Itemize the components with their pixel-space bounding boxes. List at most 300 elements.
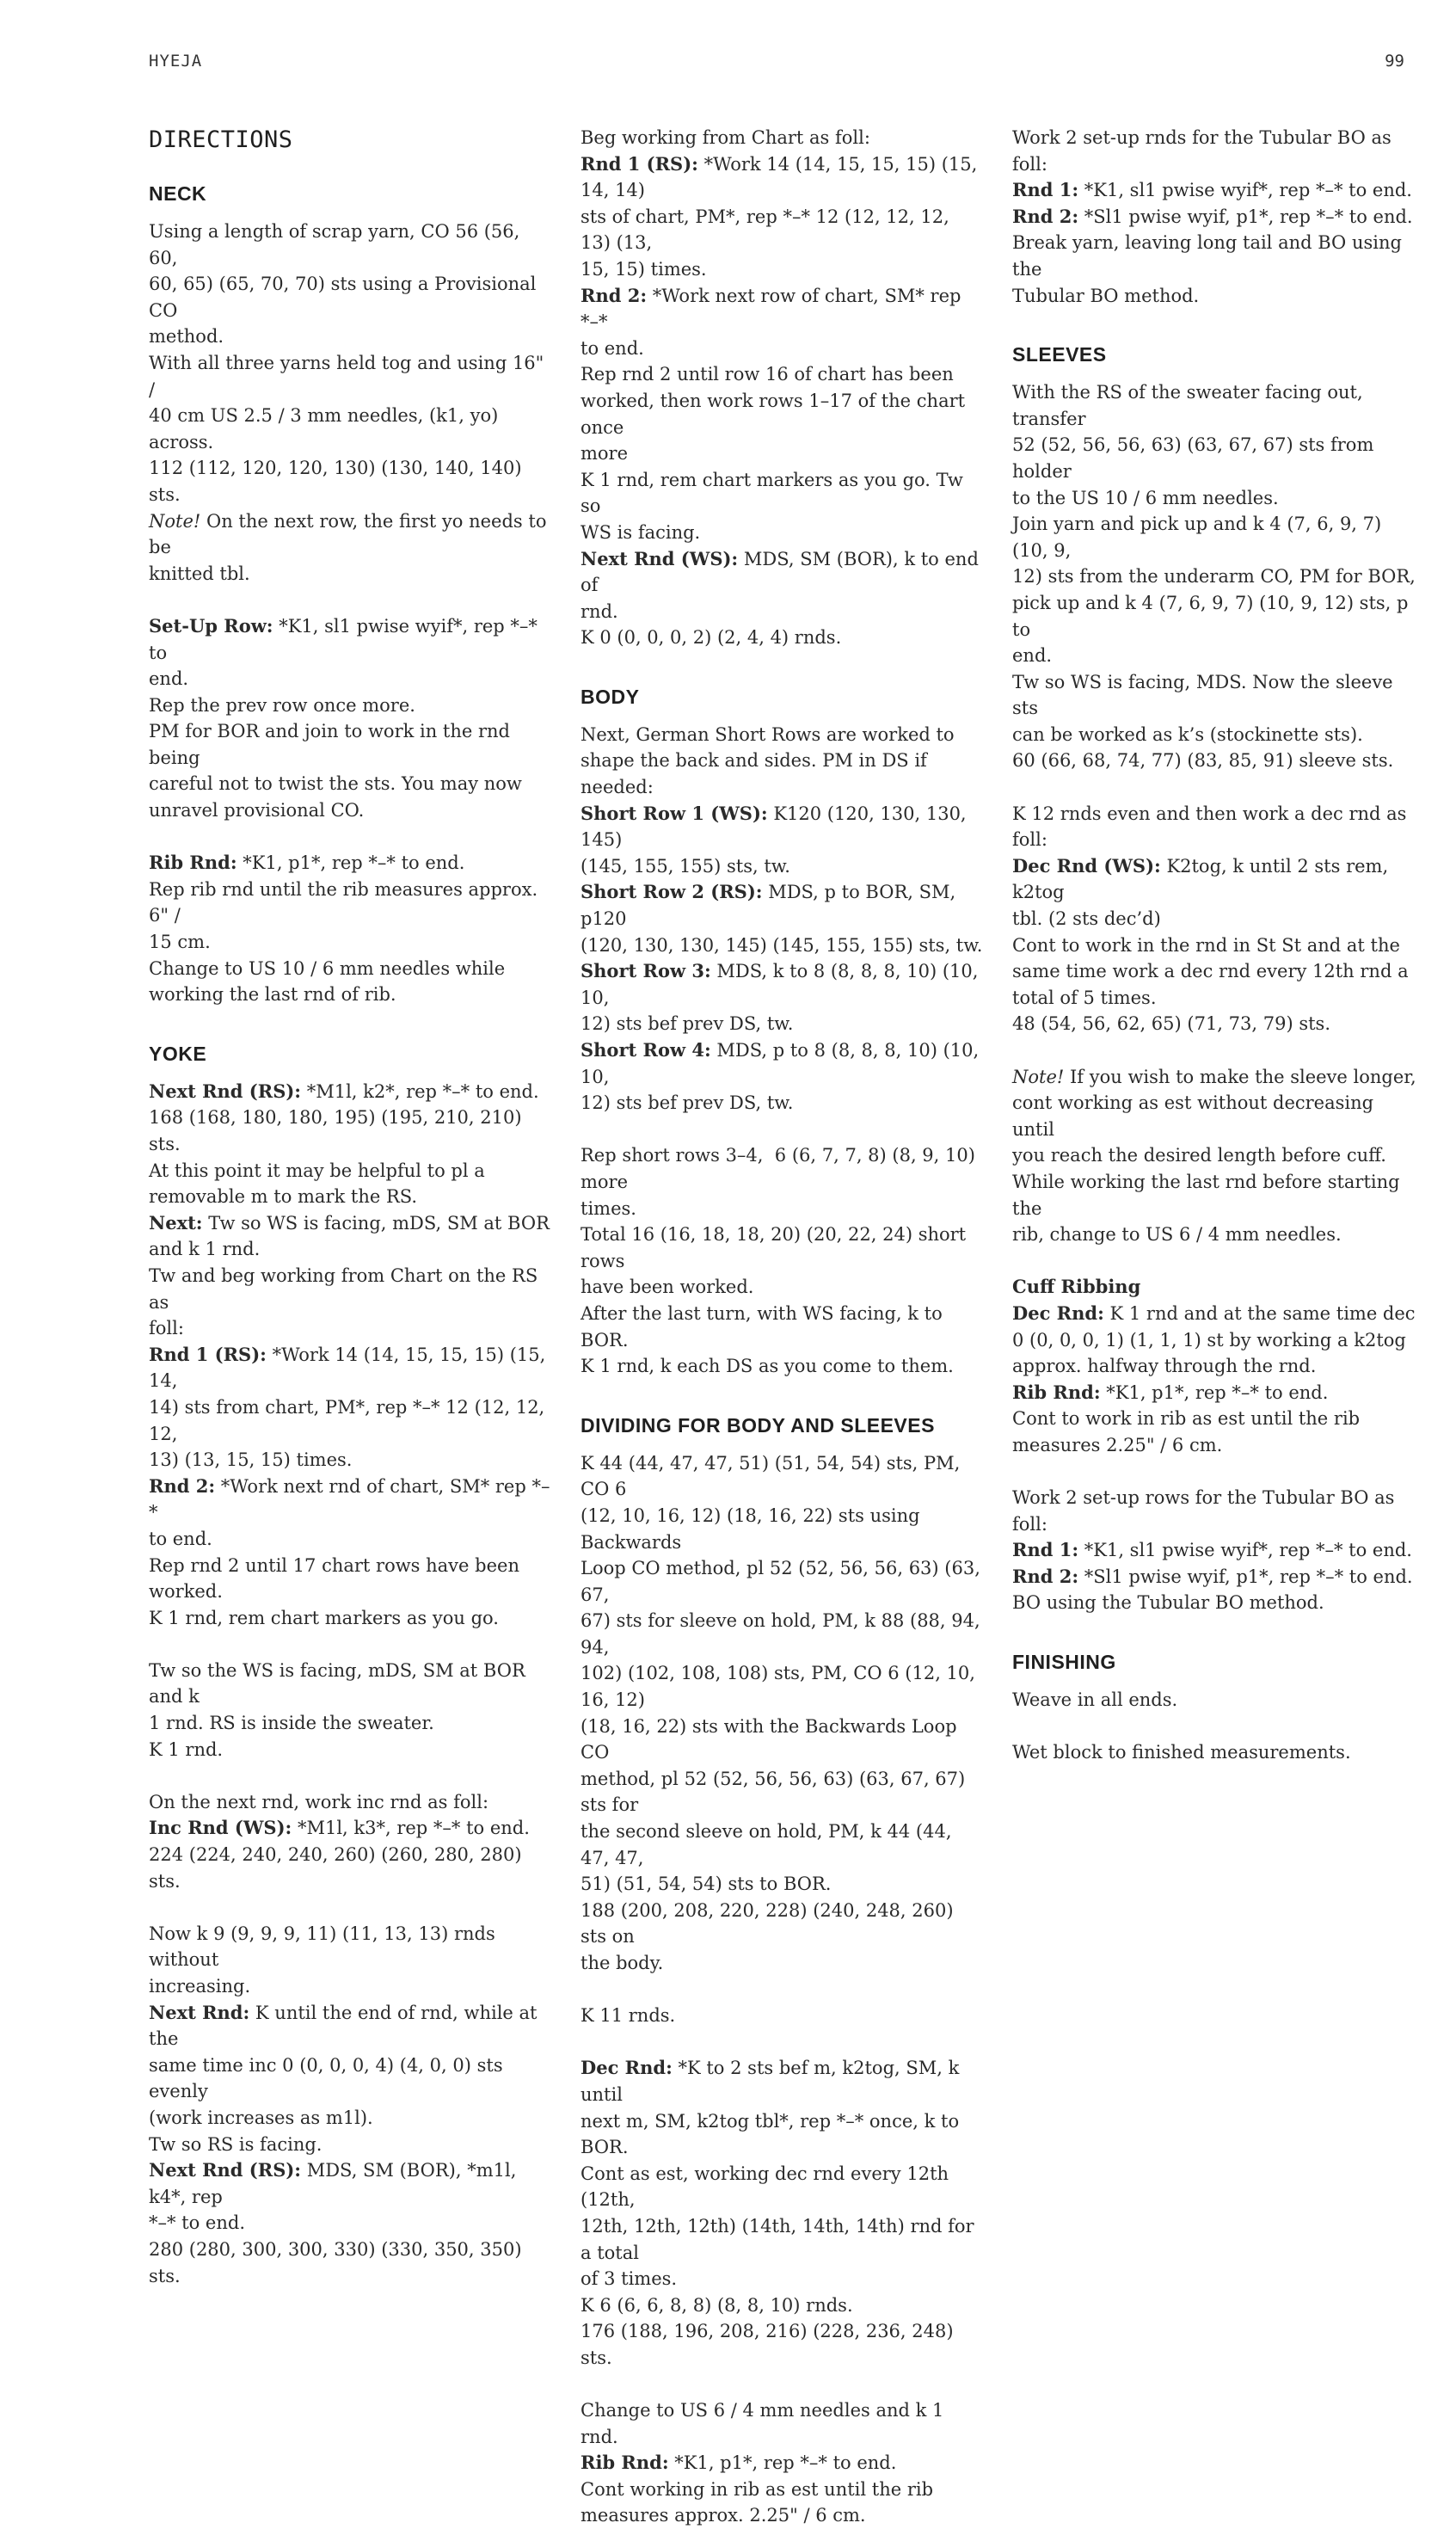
line-text: K until the end of rnd, while at the xyxy=(149,2002,544,2050)
text-line xyxy=(149,1236,553,1263)
line-text: cont working as est without decreasing until xyxy=(1012,1092,1379,1140)
line-text: to the US 10 / 6 mm needles. xyxy=(1012,487,1279,508)
text-line xyxy=(149,1973,553,2000)
running-header: HYEJA xyxy=(149,52,203,71)
line-text: Work 2 set-up rows for the Tubular BO as foll: xyxy=(1012,1487,1401,1535)
text-line xyxy=(149,2052,553,2105)
text-line xyxy=(149,1210,553,1237)
line-label: Rnd 2: xyxy=(149,1474,216,1497)
line-text: Work 2 set-up rnds for the Tubular BO as foll: xyxy=(1012,127,1398,175)
text-line xyxy=(581,151,985,204)
line-text: Change to US 10 / 6 mm needles while xyxy=(149,957,506,979)
paragraph-gap xyxy=(581,2372,985,2398)
text-line xyxy=(149,1842,553,1894)
line-text: method. xyxy=(149,326,224,348)
line-text: 224 (224, 240, 240, 260) (260, 280, 280) sts. xyxy=(149,1844,528,1892)
text-line xyxy=(1012,1142,1416,1169)
line-text: 12) sts bef prev DS, tw. xyxy=(581,1013,794,1035)
line-text: 40 cm US 2.5 / 3 mm needles, (k1, yo) across. xyxy=(149,405,504,452)
text-line xyxy=(581,2477,985,2503)
line-text: K120 (120, 130, 130, 145) xyxy=(581,803,973,851)
line-text: 112 (112, 120, 120, 130) (130, 140, 140) sts. xyxy=(149,458,528,505)
line-label: Short Row 3: xyxy=(581,960,711,982)
text-line xyxy=(1012,1221,1416,1248)
text-line xyxy=(149,1789,553,1816)
line-text: MDS, SM (BOR), *m1l, k4*, rep xyxy=(149,2160,523,2207)
text-line xyxy=(581,546,985,599)
text-line xyxy=(581,2397,985,2450)
line-text: careful not to twist the sts. You may now xyxy=(149,773,522,795)
line-label: Rnd 1 (RS): xyxy=(149,1343,267,1365)
line-label: Next: xyxy=(149,1211,203,1234)
text-line xyxy=(149,271,553,323)
text-line xyxy=(149,403,553,455)
line-text: (12, 10, 16, 12) (18, 16, 22) sts using Backwards xyxy=(581,1504,926,1553)
text-line xyxy=(581,283,985,335)
line-label: Short Row 4: xyxy=(581,1039,711,1061)
text-line xyxy=(149,692,553,719)
line-text: and k 1 rnd. xyxy=(149,1239,261,1260)
text-line xyxy=(149,877,553,929)
line-text: Rep rnd 2 until 17 chart rows have been xyxy=(149,1554,519,1576)
line-text: pick up and k 4 (7, 6, 9, 7) (10, 9, 12) sts, p to xyxy=(1012,592,1415,640)
text-line xyxy=(1012,1432,1416,1459)
text-line xyxy=(581,1353,985,1380)
text-line xyxy=(1012,590,1416,643)
line-text: Rep the prev row once more. xyxy=(149,694,415,716)
line-text: *M1l, k3*, rep *–* to end. xyxy=(292,1818,530,1839)
line-text: *Work next row of chart, SM* rep *–* xyxy=(581,285,968,333)
text-line xyxy=(149,2000,553,2052)
line-text: total of 5 times. xyxy=(1012,987,1157,1008)
text-line xyxy=(149,1315,553,1342)
text-line xyxy=(149,2210,553,2237)
text-line xyxy=(581,932,985,959)
line-text: Cont to work in rib as est until the rib xyxy=(1012,1408,1361,1430)
text-line xyxy=(1012,801,1416,853)
line-text: *Work 14 (14, 15, 15, 15) (15, 14, 14) xyxy=(581,153,983,201)
paragraph-gap xyxy=(1012,774,1416,801)
column-3 xyxy=(1012,125,1416,1766)
paragraph-gap xyxy=(581,1117,985,1143)
line-text: next m, SM, k2tog tbl*, rep *–* once, k to BOR. xyxy=(581,2110,965,2158)
text-line xyxy=(149,771,553,797)
line-text: 51) (51, 54, 54) sts to BOR. xyxy=(581,1874,832,1895)
text-line xyxy=(149,218,553,271)
line-text: Beg working from Chart as foll: xyxy=(581,127,870,148)
line-text: At this point it may be helpful to pl a xyxy=(149,1160,485,1181)
text-line xyxy=(149,323,553,350)
line-text: Weave in all ends. xyxy=(1012,1689,1178,1711)
line-text: 52 (52, 56, 56, 63) (63, 67, 67) sts from holder xyxy=(1012,434,1380,482)
text-line xyxy=(581,440,985,467)
line-text: measures approx. 2.25" / 6 cm. xyxy=(581,2505,866,2526)
text-line xyxy=(581,879,985,932)
paragraph-gap xyxy=(149,1763,553,1789)
text-line xyxy=(1012,1327,1416,1354)
line-text: *K1, sl1 pwise wyif*, rep *–* to end. xyxy=(1078,180,1412,201)
section-heading: BODY xyxy=(581,685,640,708)
text-line xyxy=(149,2105,553,2132)
text-line xyxy=(1012,485,1416,512)
line-text: *Sl1 pwise wyif, p1*, rep *–* to end. xyxy=(1078,1566,1413,1587)
text-line xyxy=(581,2003,985,2029)
text-line xyxy=(149,2237,553,2289)
section-heading: FINISHING xyxy=(1012,1651,1116,1674)
section-heading: NECK xyxy=(149,182,207,205)
line-text: same time work a dec rnd every 12th rnd a xyxy=(1012,961,1409,982)
text-line xyxy=(581,2266,985,2292)
section-heading: SLEEVES xyxy=(1012,343,1107,366)
line-text: same time inc 0 (0, 0, 0, 4) (4, 0, 0) sts evenly xyxy=(149,2054,509,2102)
text-line xyxy=(581,958,985,1011)
text-line xyxy=(581,361,985,388)
line-text: Tw so WS is facing, MDS. Now the sleeve sts xyxy=(1012,671,1399,719)
text-line xyxy=(581,1714,985,1766)
text-line xyxy=(581,2450,985,2477)
text-line xyxy=(149,455,553,508)
line-label: Rnd 2: xyxy=(1012,205,1079,227)
line-text: 60 (66, 68, 74, 77) (83, 85, 91) sleeve sts. xyxy=(1012,750,1394,772)
text-line xyxy=(149,561,553,588)
text-line xyxy=(581,1221,985,1274)
line-text: Break yarn, leaving long tail and BO using the xyxy=(1012,232,1408,280)
section-heading: DIVIDING FOR BODY AND SLEEVES xyxy=(581,1413,935,1437)
line-text: K 44 (44, 47, 47, 51) (51, 54, 54) sts, PM, CO 6 xyxy=(581,1452,967,1500)
line-text: rib, change to US 6 / 4 mm needles. xyxy=(1012,1224,1342,1246)
line-text: While working the last rnd before starting the xyxy=(1012,1171,1406,1219)
line-text: Tw so the WS is facing, mDS, SM at BOR and k xyxy=(149,1659,531,1708)
line-text: Wet block to finished measurements. xyxy=(1012,1742,1351,1763)
line-text: Join yarn and pick up and k 4 (7, 6, 9, 7) (10, 9, xyxy=(1012,514,1387,561)
text-line xyxy=(581,801,985,853)
text-line xyxy=(581,1011,985,1037)
line-text: the body. xyxy=(581,1953,664,1973)
column-2 xyxy=(581,125,985,2529)
line-text: more xyxy=(581,443,629,465)
line-text: If you wish to make the sleeve longer, xyxy=(1064,1066,1416,1087)
line-text: On the next rnd, work inc rnd as foll: xyxy=(149,1791,489,1812)
text-line xyxy=(581,1274,985,1301)
text-line xyxy=(1012,1687,1416,1714)
paragraph-gap xyxy=(1012,1459,1416,1486)
text-line xyxy=(149,1342,553,1394)
line-label: Rnd 1 (RS): xyxy=(581,152,698,175)
text-line xyxy=(1012,432,1416,484)
text-line xyxy=(581,335,985,362)
text-line xyxy=(581,1503,985,1555)
text-line xyxy=(581,748,985,800)
text-line xyxy=(581,1898,985,1950)
line-text: end. xyxy=(149,668,189,690)
text-line xyxy=(1012,958,1416,985)
line-label: Rnd 1: xyxy=(1012,1539,1079,1561)
text-line xyxy=(149,1578,553,1605)
line-label: Dec Rnd (WS): xyxy=(1012,854,1161,877)
line-text: Loop CO method, pl 52 (52, 56, 56, 63) (63, 67, xyxy=(581,1558,986,1605)
line-text: MDS, SM (BOR), k to end of xyxy=(581,548,985,596)
text-line xyxy=(149,1710,553,1737)
line-text: measures 2.25" / 6 cm. xyxy=(1012,1434,1223,1455)
page-title: DIRECTIONS xyxy=(149,126,293,153)
text-line xyxy=(1012,932,1416,959)
text-line xyxy=(149,1079,553,1105)
text-line xyxy=(1012,669,1416,722)
text-line xyxy=(149,718,553,771)
text-line xyxy=(1012,643,1416,669)
line-text: K 1 rnd, rem chart markers as you go. Tw so xyxy=(581,469,969,517)
text-line xyxy=(581,853,985,880)
text-line xyxy=(581,1090,985,1117)
line-text: K 11 rnds. xyxy=(581,2005,676,2027)
line-text: Rep rib rnd until the rib measures approx. 6" / xyxy=(149,878,550,926)
paragraph-gap xyxy=(149,1631,553,1658)
line-text: times. xyxy=(581,1197,636,1219)
line-label: Dec Rnd: xyxy=(581,2057,673,2079)
line-text: Next, German Short Rows are worked to xyxy=(581,723,955,745)
text-line xyxy=(149,929,553,956)
line-text: 188 (200, 208, 220, 228) (240, 248, 260) sts on xyxy=(581,1899,960,1948)
line-text: K 1 rnd, k each DS as you come to them. xyxy=(581,1356,954,1377)
line-text: *K1, p1*, rep *–* to end. xyxy=(668,2452,897,2474)
line-text: MDS, k to 8 (8, 8, 8, 10) (10, 10, xyxy=(581,961,985,1008)
line-label: Dec Rnd: xyxy=(1012,1301,1104,1324)
text-line xyxy=(1012,853,1416,906)
line-label: Set-Up Row: xyxy=(149,614,273,637)
text-line xyxy=(581,125,985,151)
text-line xyxy=(1012,204,1416,231)
text-line xyxy=(149,956,553,982)
line-text: increasing. xyxy=(149,1976,251,1997)
text-line xyxy=(581,520,985,546)
line-label: Short Row 2 (RS): xyxy=(581,881,763,903)
line-label: Next Rnd (RS): xyxy=(149,1080,302,1102)
text-line xyxy=(149,1921,553,1973)
text-line xyxy=(149,1815,553,1842)
line-text: 176 (188, 196, 208, 216) (228, 236, 248) sts. xyxy=(581,2321,960,2368)
text-line xyxy=(581,1660,985,1713)
line-text: MDS, p to 8 (8, 8, 8, 10) (10, 10, xyxy=(581,1040,985,1087)
text-line xyxy=(149,2132,553,2158)
line-label: Rnd 2: xyxy=(1012,1565,1079,1587)
text-line xyxy=(149,797,553,824)
text-line xyxy=(149,1158,553,1185)
text-line xyxy=(581,722,985,748)
text-line xyxy=(581,2108,985,2161)
text-line xyxy=(149,1553,553,1579)
line-text: unravel provisional CO. xyxy=(149,800,365,821)
text-line xyxy=(581,625,985,651)
text-line xyxy=(1012,379,1416,432)
line-text: (145, 155, 155) sts, tw. xyxy=(581,855,790,877)
text-line xyxy=(1012,511,1416,563)
line-text: *–* to end. xyxy=(149,2212,246,2234)
line-text: working the last rnd of rib. xyxy=(149,984,396,1006)
line-text: After the last turn, with WS facing, k to BOR. xyxy=(581,1302,949,1351)
line-text: worked. xyxy=(149,1581,223,1603)
text-line xyxy=(149,1737,553,1763)
text-line xyxy=(149,1394,553,1447)
line-text: WS is facing. xyxy=(581,521,701,543)
line-text: approx. halfway through the rnd. xyxy=(1012,1356,1317,1377)
line-text: Now k 9 (9, 9, 9, 11) (11, 13, 13) rnds without xyxy=(149,1923,501,1971)
text-line xyxy=(1012,1064,1416,1091)
line-text: Total 16 (16, 18, 18, 20) (20, 22, 24) short rows xyxy=(581,1224,972,1271)
text-line xyxy=(581,256,985,283)
line-label: Rnd 1: xyxy=(1012,179,1079,201)
line-text: 12) sts from the underarm CO, PM for BOR, xyxy=(1012,566,1416,588)
line-text: (work increases as m1l). xyxy=(149,2107,373,2128)
line-text: (18, 16, 22) sts with the Backwards Loop CO xyxy=(581,1715,963,1763)
text-line xyxy=(149,850,553,877)
text-line xyxy=(1012,1564,1416,1591)
text-line xyxy=(581,2213,985,2266)
line-text: BO using the Tubular BO method. xyxy=(1012,1592,1324,1614)
paragraph-gap xyxy=(1012,1037,1416,1064)
line-text: K 1 rnd and at the same time dec xyxy=(1103,1302,1416,1324)
text-line xyxy=(149,508,553,561)
line-text: shape the back and sides. PM in DS if needed: xyxy=(581,750,933,798)
text-line xyxy=(581,1608,985,1660)
text-line xyxy=(581,1555,985,1608)
line-text: 14) sts from chart, PM*, rep *–* 12 (12, 12, 12, xyxy=(149,1396,550,1444)
note-label: Note! xyxy=(1012,1066,1065,1087)
line-text: Tw so WS is facing, mDS, SM at BOR xyxy=(202,1212,550,1234)
line-text: of 3 times. xyxy=(581,2268,678,2290)
line-label: Next Rnd (WS): xyxy=(581,547,739,569)
line-text: 15 cm. xyxy=(149,932,211,953)
text-line xyxy=(149,1474,553,1526)
line-text: 13) (13, 15, 15) times. xyxy=(149,1449,353,1471)
text-line xyxy=(149,1263,553,1315)
line-text: can be worked as k’s (stockinette sts). xyxy=(1012,723,1363,745)
line-text: Tubular BO method. xyxy=(1012,285,1200,306)
text-line xyxy=(1012,125,1416,177)
text-line xyxy=(1012,985,1416,1012)
line-text: *M1l, k2*, rep *–* to end. xyxy=(301,1080,539,1102)
text-line xyxy=(149,666,553,692)
text-line xyxy=(1012,1169,1416,1221)
paragraph-gap xyxy=(581,1977,985,2003)
text-line xyxy=(1012,1380,1416,1406)
line-text: you reach the desired length before cuff. xyxy=(1012,1145,1386,1166)
line-text: With the RS of the sweater facing out, transfer xyxy=(1012,382,1369,429)
line-text: Using a length of scrap yarn, CO 56 (56, 60, xyxy=(149,221,526,268)
line-text: 15, 15) times. xyxy=(581,258,707,280)
text-line xyxy=(581,204,985,256)
line-text: 0 (0, 0, 0, 1) (1, 1, 1) st by working a k2tog xyxy=(1012,1329,1406,1351)
text-line xyxy=(149,2157,553,2210)
line-text: rnd. xyxy=(581,600,618,622)
text-line xyxy=(581,388,985,440)
line-text: K2tog, k until 2 sts rem, k2tog xyxy=(1012,855,1394,903)
line-text: PM for BOR and join to work in the rnd being xyxy=(149,721,516,768)
paragraph-gap xyxy=(1012,1714,1416,1740)
line-label: Rib Rnd: xyxy=(1012,1381,1101,1403)
line-text: 1 rnd. RS is inside the sweater. xyxy=(149,1713,434,1734)
line-text: MDS, p to BOR, SM, p120 xyxy=(581,882,961,930)
line-text: Change to US 6 / 4 mm needles and k 1 rnd. xyxy=(581,2400,950,2447)
line-text: Rep short rows 3–4, 6 (6, 7, 7, 8) (8, 9, 10) more xyxy=(581,1145,981,1192)
line-text: 102) (102, 108, 108) sts, PM, CO 6 (12, 10, 16, 12) xyxy=(581,1663,981,1711)
line-text: *K1, p1*, rep *–* to end. xyxy=(237,852,465,874)
text-line xyxy=(1012,1301,1416,1327)
line-text: have been worked. xyxy=(581,1277,754,1298)
text-line xyxy=(149,350,553,403)
line-text: worked, then work rows 1–17 of the chart once xyxy=(581,390,971,438)
text-line xyxy=(1012,1739,1416,1766)
text-line xyxy=(581,1301,985,1353)
line-text: Tw and beg working from Chart on the RS as xyxy=(149,1264,544,1313)
line-text: sts of chart, PM*, rep *–* 12 (12, 12, 12, 13) (13, xyxy=(581,206,955,254)
line-text: foll: xyxy=(149,1318,184,1339)
page-number: 99 xyxy=(1385,52,1404,71)
text-line xyxy=(581,467,985,520)
text-line xyxy=(1012,283,1416,310)
text-line xyxy=(581,1818,985,1871)
line-text: 12) sts bef prev DS, tw. xyxy=(581,1092,794,1114)
line-text: end. xyxy=(1012,645,1053,667)
text-line xyxy=(149,1447,553,1474)
text-line xyxy=(581,2161,985,2213)
line-text: knitted tbl. xyxy=(149,563,250,584)
text-line xyxy=(581,1196,985,1222)
line-text: 12th, 12th, 12th) (14th, 14th, 14th) rnd for a total xyxy=(581,2215,980,2263)
text-line xyxy=(581,2502,985,2529)
text-line xyxy=(1012,1011,1416,1037)
line-text: *K1, p1*, rep *–* to end. xyxy=(1100,1381,1329,1403)
line-text: 60, 65) (65, 70, 70) sts using a Provisional CO xyxy=(149,274,543,321)
line-label: Next Rnd (RS): xyxy=(149,2159,302,2181)
line-text: tbl. (2 sts dec’d) xyxy=(1012,908,1161,930)
line-text: to end. xyxy=(581,337,644,359)
text-line xyxy=(581,1766,985,1818)
text-line xyxy=(1012,1406,1416,1432)
line-label: Rnd 2: xyxy=(581,284,648,306)
text-line xyxy=(581,1450,985,1503)
line-text: Cont to work in the rnd in St St and at the xyxy=(1012,934,1400,956)
note-label: Note! xyxy=(149,510,201,532)
text-line xyxy=(581,2292,985,2319)
line-text: Rep rnd 2 until row 16 of chart has been xyxy=(581,364,954,385)
line-text: Cont as est, working dec rnd every 12th (12th, xyxy=(581,2163,955,2211)
line-text: *K1, sl1 pwise wyif*, rep *–* to xyxy=(149,615,544,663)
text-line xyxy=(1012,1090,1416,1142)
text-line xyxy=(1012,1353,1416,1380)
text-line xyxy=(149,1184,553,1210)
text-line xyxy=(581,1037,985,1090)
line-text: Tw so RS is facing. xyxy=(149,2133,323,2155)
line-text: K 6 (6, 6, 8, 8) (8, 8, 10) rnds. xyxy=(581,2294,853,2316)
text-line xyxy=(1012,1485,1416,1537)
text-line xyxy=(1012,177,1416,204)
text-line xyxy=(581,1871,985,1898)
line-text: removable m to mark the RS. xyxy=(149,1186,418,1208)
line-text: the second sleeve on hold, PM, k 44 (44, 47, 47, xyxy=(581,1821,958,1868)
line-text: 48 (54, 56, 62, 65) (71, 73, 79) sts. xyxy=(1012,1013,1330,1035)
paragraph-gap xyxy=(1012,1248,1416,1275)
line-label: Inc Rnd (WS): xyxy=(149,1817,292,1839)
line-label: Next Rnd: xyxy=(149,2001,250,2023)
line-label: Short Row 1 (WS): xyxy=(581,802,768,824)
text-line xyxy=(1012,230,1416,282)
paragraph-gap xyxy=(149,824,553,851)
text-line xyxy=(581,2055,985,2108)
text-line xyxy=(1012,722,1416,748)
line-text: *Work 14 (14, 15, 15, 15) (15, 14, xyxy=(149,1344,551,1392)
line-text: (120, 130, 130, 145) (145, 155, 155) sts, tw. xyxy=(581,934,983,956)
paragraph-gap xyxy=(149,1894,553,1921)
